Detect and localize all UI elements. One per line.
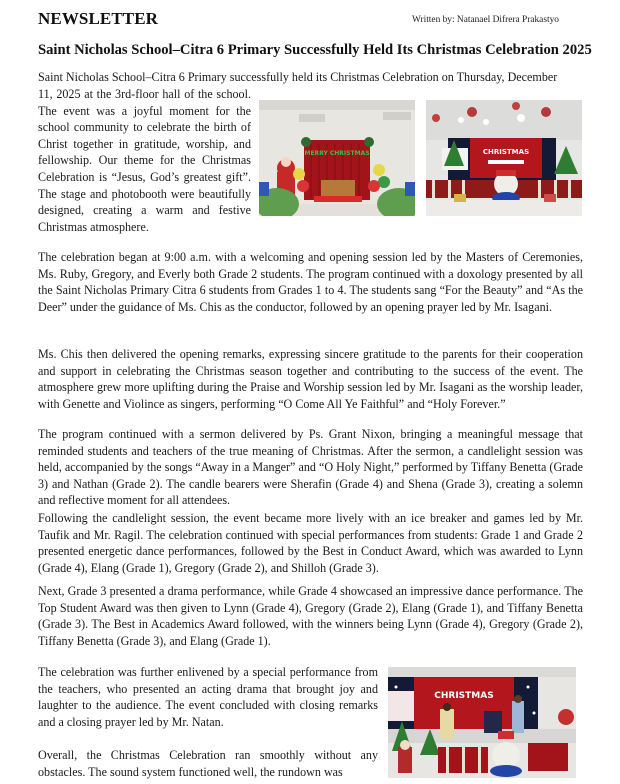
article-paragraph: The program continued with a sermon delivered by Ps. Grant Nixon, bringing a meaningful message that reminded students and teachers of the true meaning of Christmas. After the sermon, a candlelight session was held, accompanied by the songs “Away in a Manger” and “O Holy Night,” performed by Tiffany Benetta (Grade 3) and Nathan (Grade 2). The candle bearers were Sherafin (Grade 4) and Shena (Grade 3), creating a solemn and reflective moment for all attendees.: [38, 427, 583, 508]
article-paragraph: Next, Grade 3 presented a drama performance, while Grade 4 showcased an impressive dance performance. The Top Student Award was then given to Lynn (Grade 4), Gregory (Grade 2), Elang (Grade 1), and Tiffany Benetta (Grade 3). The Best in Academics Award followed, with the winners being Lynn (Grade 4), Gregory (Grade 2), Tiffany Benetta (Grade 3), and Elang (Grade 1).: [38, 584, 583, 648]
masthead: NEWSLETTER: [38, 9, 159, 28]
intro-paragraph-line: Saint Nicholas School–Citra 6 Primary successfully held its Christmas Celebration on Thursday, December: [38, 70, 558, 84]
intro-paragraph-body: 11, 2025 at the 3rd-floor hall of the school. The event was a joyful moment for the school community to celebrate the birth of Christ together in gratitude, worship, and fellowship. Our theme for the Christmas Celebration is “Jesus, God’s greatest gift”. The stage and photobooth were beautifully designed, creating a warm and festive Christmas atmosphere.: [38, 87, 251, 234]
teachers-drama-photo: [388, 667, 576, 778]
stage-banner-text: CHRISTMAS: [482, 148, 530, 156]
article-paragraph: Overall, the Christmas Celebration ran smoothly without any obstacles. The sound system functioned well, the rundown was: [38, 748, 378, 779]
stage-photo: [426, 100, 582, 216]
photobooth-photo: [259, 100, 415, 216]
photobooth-banner-text: MERRY CHRISTMAS: [304, 150, 370, 157]
article-headline: Saint Nicholas School–Citra 6 Primary Successfully Held Its Christmas Celebration 2025: [38, 42, 592, 58]
article-paragraph: Ms. Chis then delivered the opening remarks, expressing sincere gratitude to the parents for their cooperation and support in celebrating the Christmas season together and contributing to the success of the event. The atmosphere grew more uplifting during the Praise and Worship session led by Mr. Isagani as the worship leader, with Genette and Violince as singers, performing “O Come All Ye Faithful” and “Holy Forever.”: [38, 347, 583, 411]
byline: Written by: Natanael Difrera Prakastyo: [412, 15, 559, 25]
article-paragraph: The celebration began at 9:00 a.m. with a welcoming and opening session led by the Masters of Ceremonies, Ms. Ruby, Gregory, and Everly both Grade 2 students. The program continued with a doxology presented by all the Saint Nicholas Primary Citra 6 students from Grades 1 to 4. The students sang “For the Beauty” and “As the Deer” under the guidance of Ms. Chis as the conductor, followed by an opening prayer led by Mr. Isagani.: [38, 250, 583, 314]
article-paragraph: The celebration was further enlivened by a special performance from the teachers, who presented an acting drama that brought joy and laughter to the audience. The event concluded with closing remarks and a closing prayer led by Mr. Natan.: [38, 665, 378, 729]
drama-banner-text: CHRISTMAS: [434, 691, 494, 701]
article-paragraph: Following the candlelight session, the event became more lively with an ice breaker and games led by Mr. Taufik and Mr. Ragil. The celebration continued with special performances from students: Grade 1 and Grade 2 presented energetic dance performances, followed by the Best in Conduct Award, which was awarded to Lynn (Grade 4), Elang (Grade 1), Gregory (Grade 2), and Shilloh (Grade 3).: [38, 511, 583, 575]
